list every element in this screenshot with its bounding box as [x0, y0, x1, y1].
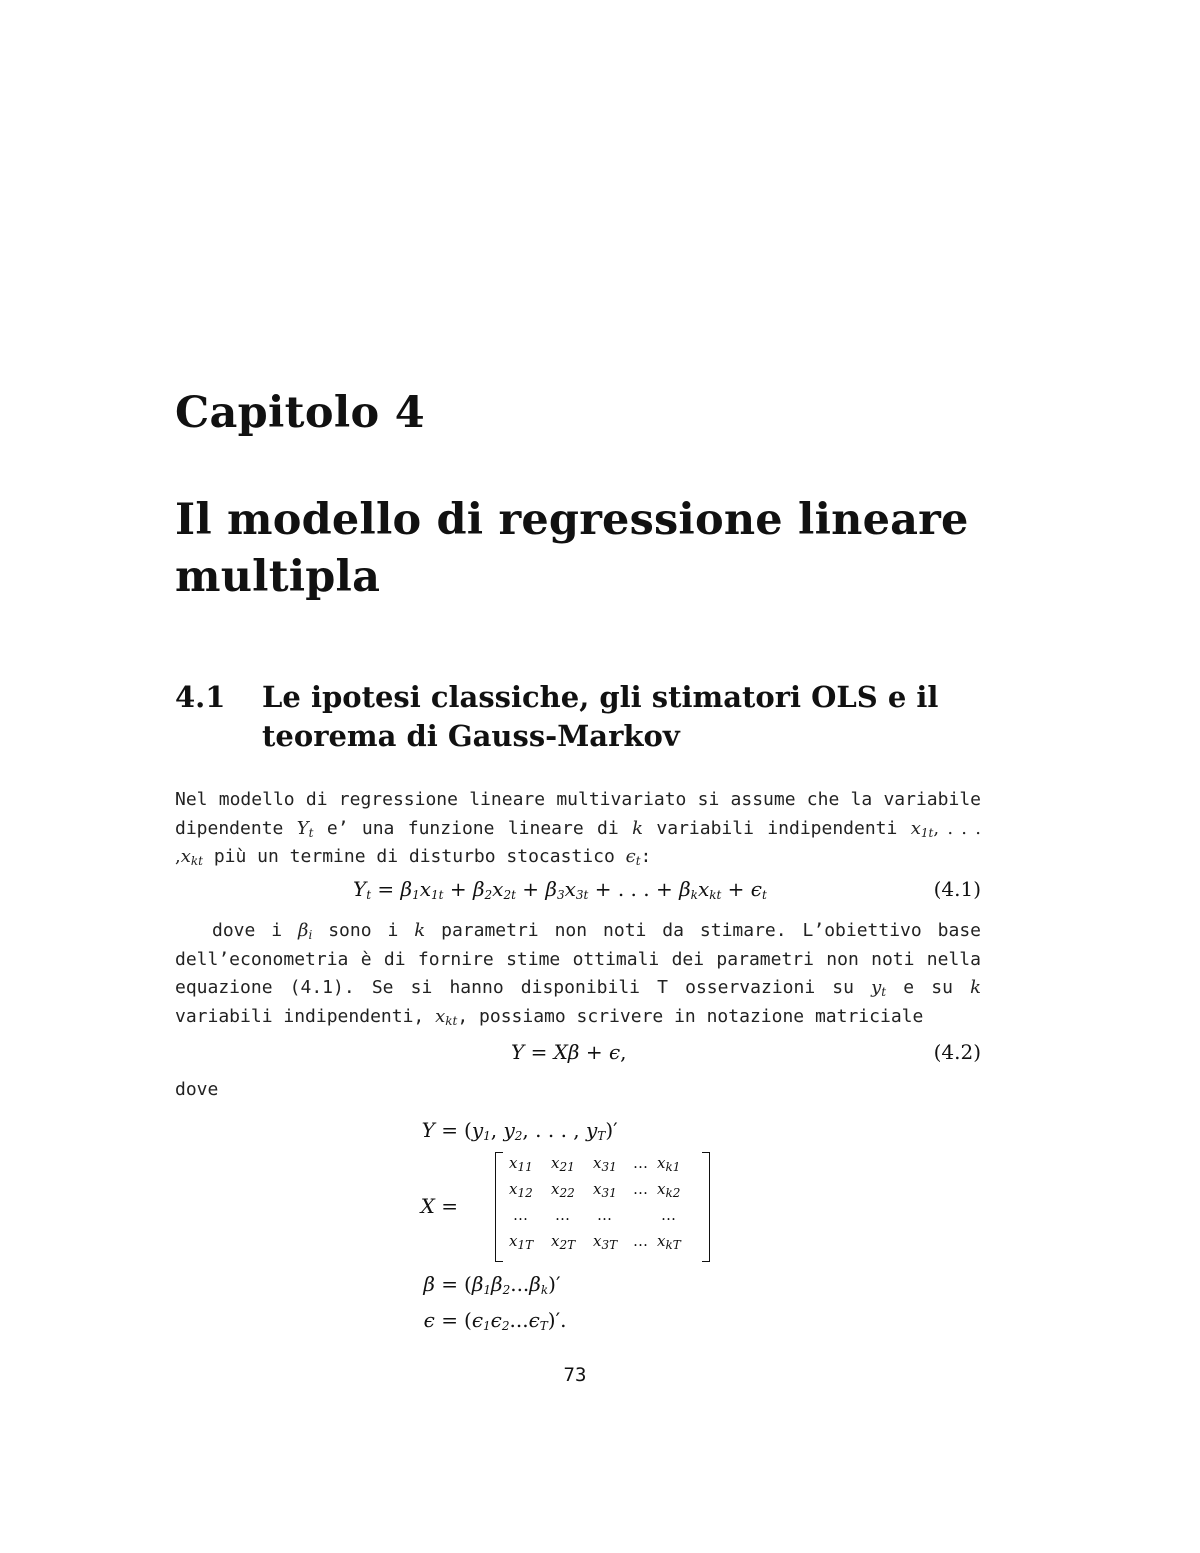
equation-number: (4.1): [933, 877, 981, 901]
equation-4-2: [175, 1040, 981, 1070]
paragraph-text: e’ una funzione lineare di: [313, 817, 633, 839]
math-symbol: $x_{1t}$, . . . $,x_{kt}$: [175, 817, 981, 868]
paragraph-text: , possiamo scrivere in notazione matriciale: [457, 1005, 924, 1027]
right-bracket: [702, 1152, 710, 1262]
paragraph-text: variabili indipendenti,: [175, 1005, 436, 1027]
matrix-row: … … … …: [513, 1206, 676, 1224]
definition-y: ($y_1$, $y_2$, . . . , $y_T)'$: [464, 1118, 618, 1143]
definition-epsilon: $(\epsilon_1\epsilon_2...\epsilon_T)'$.: [464, 1308, 567, 1333]
matrix-row: $x_{12}$ $x_{22}$ $x_{31}$ … $x_{k2}$: [509, 1180, 681, 1200]
paragraph-text: sono i: [312, 920, 415, 941]
paragraph-text: più un termine di disturbo stocastico: [202, 846, 626, 867]
definition-beta: $(\beta_1\beta_2...\beta_k)'$: [464, 1272, 561, 1297]
math-symbol: $y_t$: [871, 977, 887, 999]
equation-body: Y = Xβ + ϵ,: [511, 1040, 627, 1064]
equation-number: (4.2): [933, 1040, 981, 1064]
paragraph-text: parametri non noti da stimare. L’obiettivo base dell’econometria è di fornire stime ottimali dei parametri non noti nella equazione (4.1). Se si hanno disponibili T osservazioni su: [175, 920, 981, 998]
dove-label: dove: [175, 1079, 219, 1100]
paragraph-parameters: [175, 917, 981, 1031]
page-number: 73: [563, 1364, 587, 1386]
math-symbol: k: [632, 817, 644, 839]
definition-lhs: β =: [423, 1272, 458, 1296]
paragraph-intro: [175, 786, 981, 872]
paragraph-text: Nel modello di regressione lineare multivariato si assume che la variabile dipendente: [175, 789, 981, 839]
math-symbol: $x_{kt}$: [435, 1005, 458, 1028]
paragraph-text: :: [640, 846, 652, 867]
design-matrix: [495, 1152, 710, 1262]
math-symbol: k: [970, 977, 981, 998]
section-number: 4.1: [175, 680, 226, 714]
matrix-row: $x_{1T}$ $x_{2T}$ $x_{3T}$ … $x_{kT}$: [509, 1232, 681, 1252]
math-symbol: k: [414, 920, 426, 941]
definition-lhs: Y =: [421, 1118, 458, 1142]
paragraph-text: variabili indipendenti: [643, 817, 911, 839]
equation-body: $Y_t = \beta_1x_{1t} + \beta_2x_{2t} + \beta_3x_{3t}$ + . . . + $\beta_kx_{kt} + \epsilon_t$: [353, 877, 767, 902]
paragraph-text: e su: [886, 977, 971, 998]
left-bracket: [495, 1152, 503, 1262]
math-symbol: $Y_t$: [296, 817, 314, 840]
math-symbol: $\epsilon_t$: [625, 846, 641, 868]
chapter-title: Il modello di regressione lineare multipla: [175, 495, 969, 602]
matrix-definitions: [400, 1112, 820, 1342]
definition-lhs: ϵ =: [423, 1308, 458, 1332]
paragraph-text: dove i: [212, 920, 299, 941]
equation-4-1: [175, 877, 981, 907]
chapter-label: Capitolo 4: [175, 388, 425, 438]
matrix-row: $x_{11}$ $x_{21}$ $x_{31}$ … $x_{k1}$: [509, 1154, 681, 1174]
math-symbol: $\beta_i$: [298, 920, 313, 942]
section-title: Le ipotesi classiche, gli stimatori OLS e il teorema di Gauss-Markov: [262, 680, 939, 753]
definition-lhs: X =: [420, 1194, 458, 1218]
